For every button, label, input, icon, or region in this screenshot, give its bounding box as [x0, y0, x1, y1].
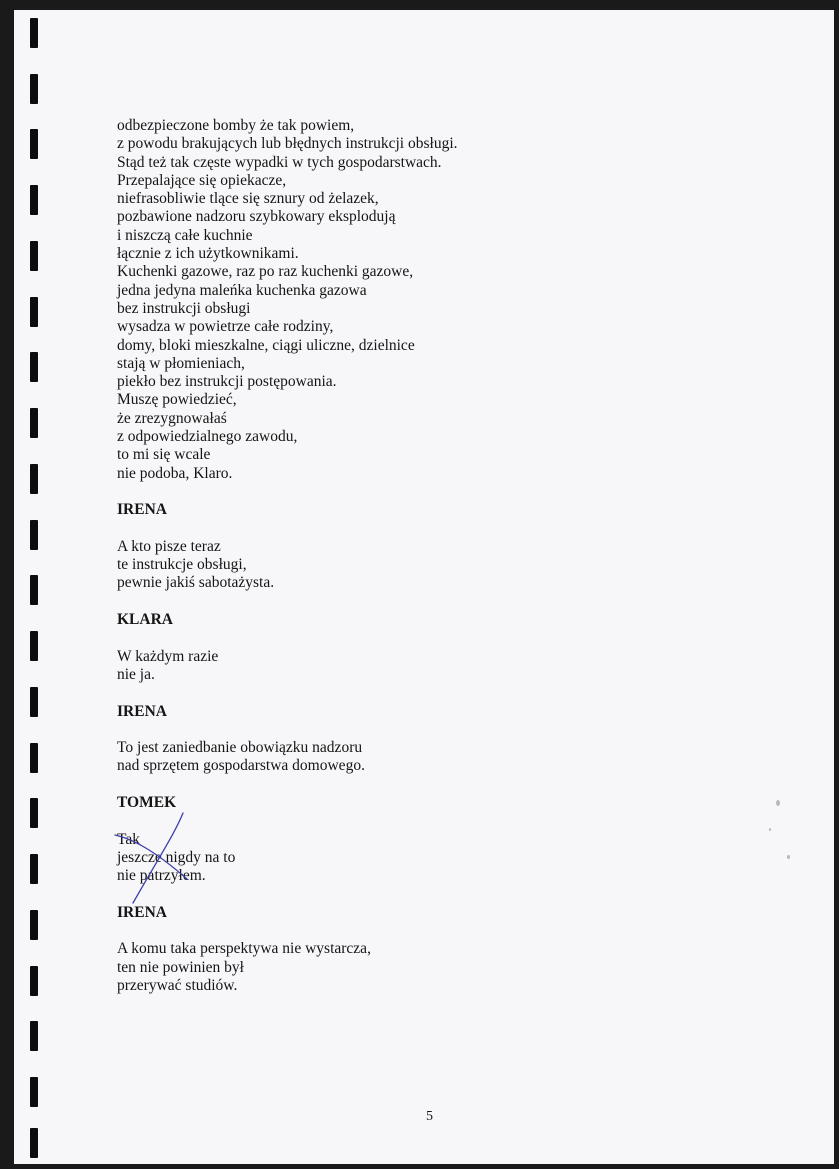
scan-speck: [769, 828, 771, 831]
binding-hole: [30, 241, 38, 271]
dialogue-block: [117, 117, 717, 483]
text-line: A komu taka perspektywa nie wystarcza,: [117, 940, 371, 958]
dialogue-block: [117, 648, 717, 685]
scan-speck: [787, 855, 790, 859]
binding-hole: [30, 1128, 38, 1158]
text-line: przerywać studiów.: [117, 976, 238, 994]
text-line: łącznie z ich użytkownikami.: [117, 245, 299, 263]
document-page: [14, 10, 834, 1164]
text-line: te instrukcje obsługi,: [117, 556, 247, 574]
text-line: Stąd też tak częste wypadki w tych gospodarstwach.: [117, 153, 442, 171]
text-line: nie ja.: [117, 665, 155, 683]
binding-hole: [30, 18, 38, 48]
binding-hole: [30, 352, 38, 382]
text-line: W każdym razie: [117, 647, 219, 665]
dialogue-block-struck: [117, 831, 717, 886]
text-line: nie patrzyłem.: [117, 867, 206, 885]
binding-hole: [30, 408, 38, 438]
text-line: ten nie powinien był: [117, 958, 244, 976]
text-line: stają w płomieniach,: [117, 354, 245, 372]
text-line: pewnie jakiś sabotażysta.: [117, 574, 275, 592]
text-line: i niszczą całe kuchnie: [117, 226, 253, 244]
binding-hole: [30, 185, 38, 215]
text-line: A kto pisze teraz: [117, 537, 221, 555]
text-line: Przepalające się opiekacze,: [117, 171, 287, 189]
binding-hole: [30, 798, 38, 828]
text-line: Tak: [117, 830, 141, 848]
text-line: nad sprzętem gospodarstwa domowego.: [117, 757, 365, 775]
speaker-name: IRENA: [117, 702, 167, 720]
text-line: jeszcze nigdy na to: [117, 848, 236, 866]
binding-hole: [30, 687, 38, 717]
text-line: Kuchenki gazowe, raz po raz kuchenki gazowe,: [117, 263, 414, 281]
binding-hole: [30, 74, 38, 104]
text-line: pozbawione nadzoru szybkowary eksplodują: [117, 208, 396, 226]
text-line: z odpowiedzialnego zawodu,: [117, 428, 298, 446]
speaker-name: IRENA: [117, 903, 167, 921]
dialogue-block: [117, 538, 717, 593]
binding-hole: [30, 1077, 38, 1107]
speaker-name: IRENA: [117, 501, 167, 519]
text-line: to mi się wcale: [117, 446, 211, 464]
dialogue-block: [117, 940, 717, 995]
text-line: niefrasobliwie tlące się sznury od żelazek,: [117, 190, 379, 208]
binding-hole: [30, 966, 38, 996]
binding-hole: [30, 631, 38, 661]
text-line: piekło bez instrukcji postępowania.: [117, 373, 337, 391]
speaker-name: TOMEK: [117, 793, 177, 811]
dialogue-block: [117, 739, 717, 776]
binding-hole: [30, 743, 38, 773]
text-line: wysadza w powietrze całe rodziny,: [117, 318, 334, 336]
binding-hole: [30, 854, 38, 884]
speaker-name: KLARA: [117, 611, 173, 629]
text-line: To jest zaniedbanie obowiązku nadzoru: [117, 739, 363, 757]
text-line: że zrezygnowałaś: [117, 409, 227, 427]
binding-hole: [30, 575, 38, 605]
text-line: Muszę powiedzieć,: [117, 391, 237, 409]
text-line: jedna jedyna maleńka kuchenka gazowa: [117, 281, 367, 299]
binding-hole: [30, 464, 38, 494]
text-line: domy, bloki mieszkalne, ciągi uliczne, dzielnice: [117, 336, 415, 354]
script-text: [117, 117, 717, 995]
text-line: bez instrukcji obsługi: [117, 299, 251, 317]
binding-hole: [30, 520, 38, 550]
binding-hole: [30, 129, 38, 159]
page-number: 5: [426, 1109, 433, 1124]
text-line: z powodu brakujących lub błędnych instrukcji obsługi.: [117, 135, 458, 153]
text-line: nie podoba, Klaro.: [117, 464, 233, 482]
scan-speck: [776, 800, 780, 806]
binding-hole: [30, 910, 38, 940]
binding-holes: [30, 10, 54, 1164]
binding-hole: [30, 297, 38, 327]
text-line: odbezpieczone bomby że tak powiem,: [117, 117, 355, 134]
binding-hole: [30, 1021, 38, 1051]
